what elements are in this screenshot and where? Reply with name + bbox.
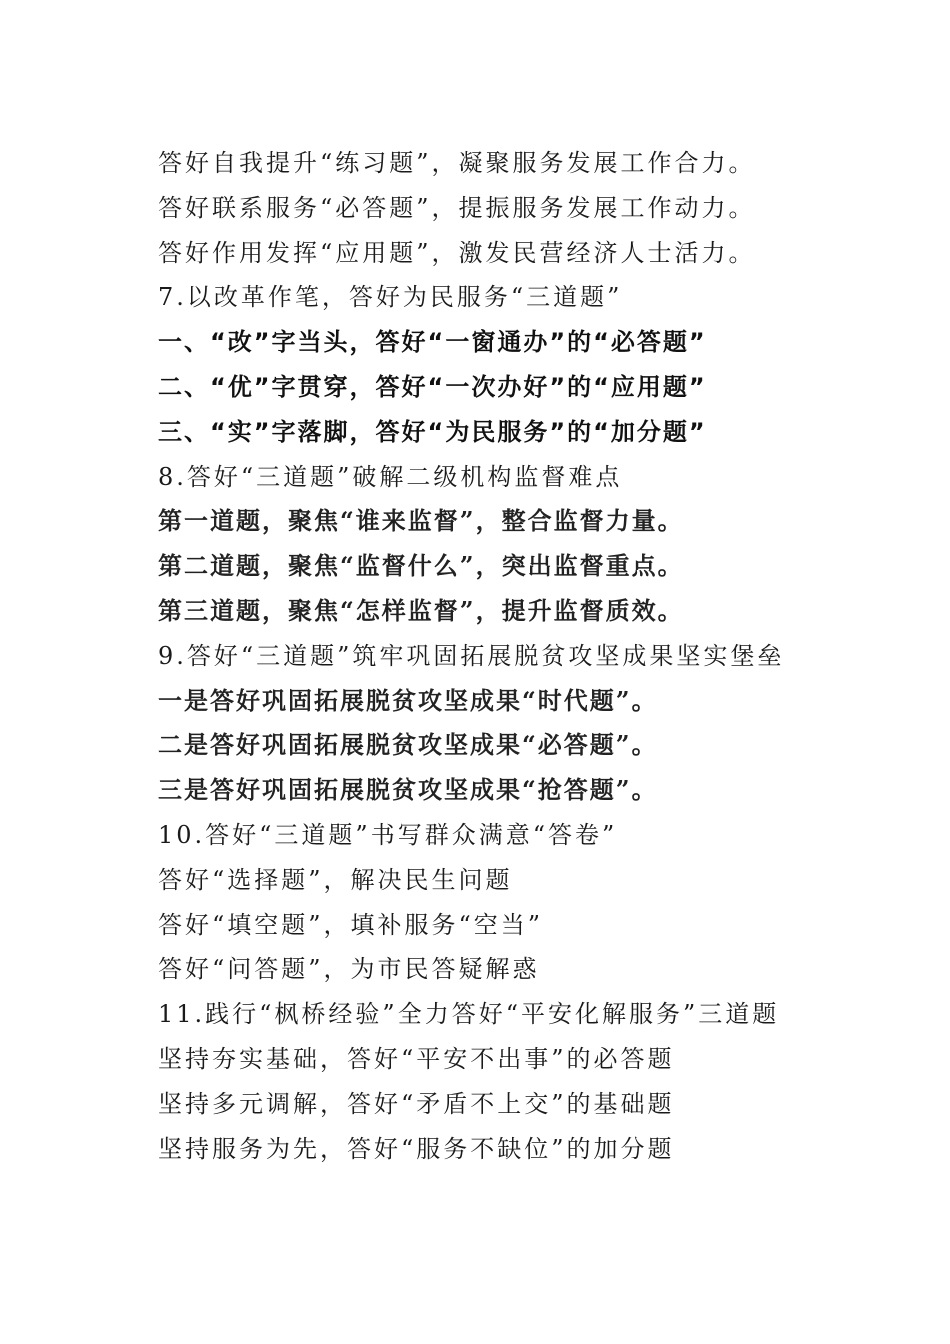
bold-subheading: 一、“改”字当头，答好“一窗通办”的“必答题” [158, 328, 707, 357]
text-line: 一是答好巩固拓展脱贫攻坚成果“时代题”。 [158, 685, 658, 715]
section-heading: 11.践行“枫桥经验”全力答好“平安化解服务”三道题 [158, 1000, 780, 1029]
text-line: 二是答好巩固拓展脱贫攻坚成果“必答题”。 [158, 730, 658, 760]
section-heading: 9.答好“三道题”筑牢巩固拓展脱贫攻坚成果坚实堡垒 [158, 641, 785, 670]
text-line: 坚持服务为先，答好“服务不缺位”的加分题 [158, 1134, 675, 1163]
text-line: 第一道题，聚焦“谁来监督”，整合监督力量。 [158, 506, 684, 536]
text-line: 答好作用发挥“应用题”，激发民营经济人士活力。 [158, 238, 756, 267]
text-line: 第三道题，聚焦“怎样监督”，提升监督质效。 [158, 595, 684, 625]
text-line: 答好“问答题”，为市民答疑解惑 [158, 955, 540, 984]
text-line: 答好自我提升“练习题”，凝聚服务发展工作合力。 [158, 149, 756, 177]
bold-subheading: 二、“优”字贯穿，答好“一次办好”的“应用题” [158, 372, 707, 401]
text-line: 三是答好巩固拓展脱贫攻坚成果“抢答题”。 [158, 775, 658, 805]
document-body [158, 141, 858, 1171]
text-line: 答好“选择题”，解决民生问题 [158, 865, 513, 894]
text-line: 第二道题，聚焦“监督什么”，突出监督重点。 [158, 551, 684, 581]
section-heading: 8.答好“三道题”破解二级机构监督难点 [158, 462, 623, 491]
text-line: 坚持夯实基础，答好“平安不出事”的必答题 [158, 1044, 675, 1073]
section-heading: 7.以改革作笔，答好为民服务“三道题” [158, 283, 623, 312]
text-line: 坚持多元调解，答好“矛盾不上交”的基础题 [158, 1089, 675, 1118]
text-line: 答好“填空题”，填补服务“空当” [158, 910, 544, 939]
text-line: 答好联系服务“必答题”，提振服务发展工作动力。 [158, 193, 756, 222]
section-heading: 10.答好“三道题”书写群众满意“答卷” [158, 820, 618, 849]
bold-subheading: 三、“实”字落脚，答好“为民服务”的“加分题” [158, 417, 707, 446]
